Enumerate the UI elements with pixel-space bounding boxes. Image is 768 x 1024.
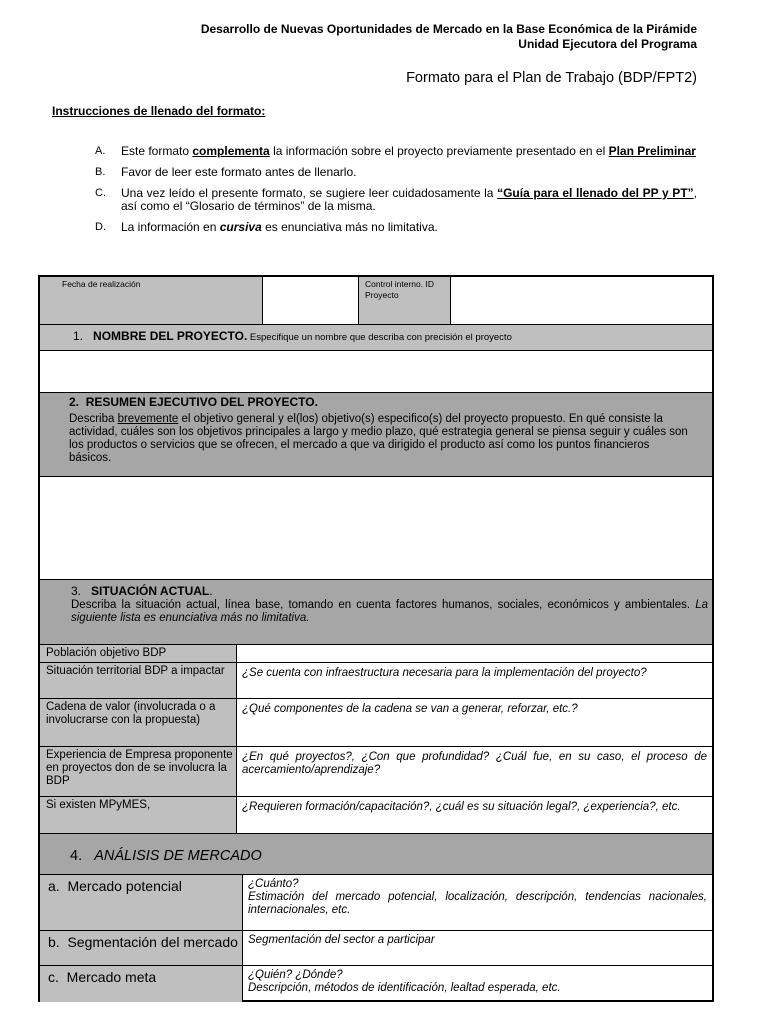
item-letter: B. [95,166,106,178]
table-row [40,797,712,834]
header-program-title: Desarrollo de Nuevas Oportunidades de Mercado en la Base Económica de la Pirámide [200,22,697,36]
row-label: Población objetivo BDP [40,645,236,662]
underlined-text: brevemente [117,413,179,425]
control-id-label: Control interno. ID Proyecto [358,277,450,324]
section-number: 3. [71,584,82,598]
row-label [40,966,242,1002]
item-letter: D. [95,221,106,233]
item-bold-text: Plan Preliminar [608,144,696,158]
section-title: NOMBRE DEL PROYECTO. [93,329,248,343]
value-line: Segmentación del sector a participar [248,934,435,946]
text-span: Describa la situación actual, línea base, tomando en cuenta factores humanos, sociales, económicos y ambientales. [71,599,691,611]
row-label [40,875,242,930]
row-label-text: Segmentación del mercado [67,934,238,950]
section-title: RESUMEN EJECUTIVO DEL PROYECTO. [85,395,318,409]
row-label [40,931,242,965]
row-label-text: Mercado meta [66,969,157,985]
instruction-item-b [95,166,697,179]
instruction-item-d [95,221,697,234]
section-2-header [40,393,712,477]
value-line: Estimación del mercado potencial, localización, descripción, tendencias nacionales, internacionales, etc. [248,891,707,916]
item-text: Una vez leído el presente formato, se sugiere leer cuidadosamente la [121,186,498,200]
format-title: Formato para el Plan de Trabajo (BDP/FPT2) [406,70,697,86]
section-3-header [40,580,712,645]
table-row [40,645,712,663]
row-label-text: Mercado potencial [67,878,182,894]
text-span: el objetivo general y el(los) objetivo(s) especifico(s) del proyecto propuesto. En qué consiste la actividad, cuáles son los objetivos principales a largo y medio plazo, qué estrategia general se piensa seguir y cuáles son los productos o servicios que se ofrecen, el mercado a que va dirigido el producto así como los puntos financieros básicos. [69,413,688,464]
form-header-row [40,277,712,325]
table-row [40,875,712,931]
row-value[interactable] [242,966,712,1002]
table-row [40,966,712,1002]
instruction-item-a [95,145,697,158]
project-form [38,275,714,1002]
project-name-input[interactable] [40,351,712,393]
section-title: SITUACIÓN ACTUAL [91,584,210,598]
row-value[interactable] [236,645,712,662]
section-description: Especifique un nombre que describa con precisión el proyecto [247,332,512,343]
row-value[interactable]: ¿Se cuenta con infraestructura necesaria para la implementación del proyecto? [236,663,712,698]
row-label: Experiencia de Empresa proponente en proyectos don de se involucra la BDP [40,747,236,796]
item-text: , así como el “Glosario de términos” de la misma. [121,186,697,213]
item-letter: C. [95,187,106,199]
value-line: ¿Quién? ¿Dónde? [248,969,343,981]
item-letter: A. [95,145,106,157]
section-title-dot: . [209,584,213,598]
section-4-header [40,834,712,875]
fecha-input[interactable] [262,277,358,324]
control-id-input[interactable] [450,277,712,324]
row-value[interactable] [242,931,712,965]
item-bold-text: complementa [192,144,270,158]
item-text: Este formato [121,144,193,158]
row-letter: c. [48,969,59,985]
italic-text: La siguiente lista es enunciativa más no limitativa. [71,599,708,624]
item-text: la información sobre el proyecto previamente presentado en el [269,144,609,158]
item-italic-text: cursiva [219,220,262,234]
row-label: Cadena de valor (involucrada o a involucrarse con la propuesta) [40,699,236,746]
table-row [40,663,712,699]
table-row [40,699,712,747]
row-value[interactable]: ¿Requieren formación/capacitación?, ¿cuál es su situación legal?, ¿experiencia?, etc. [236,797,712,833]
item-bold-text: “Guía para el llenado del PP y PT” [497,186,694,200]
section-1-header [40,325,712,351]
value-line: Descripción, métodos de identificación, lealtad esperada, etc. [248,982,561,994]
instruction-item-c [95,187,697,213]
row-value[interactable]: ¿En qué proyectos?, ¿Con que profundidad? ¿Cuál fue, en su caso, el proceso de acercamiento/aprendizaje? [236,747,712,796]
value-line: ¿Cuánto? [248,878,299,890]
row-label: Si existen MPyMES, [40,797,236,833]
text-span: Describa [69,413,118,425]
header-unit-title: Unidad Ejecutora del Programa [518,37,697,51]
table-row [40,747,712,797]
row-letter: b. [48,934,60,950]
section-number: 2. [69,395,80,409]
instructions-list [95,145,697,242]
row-letter: a. [48,878,60,894]
table-row [40,931,712,966]
section-title: ANÁLISIS DE MERCADO [94,848,262,864]
fecha-label: Fecha de realización [62,279,141,289]
section-description [40,409,712,465]
item-text: La información en [121,220,220,234]
section-number: 4. [70,848,83,864]
item-text: Favor de leer este formato antes de llenarlo. [121,165,357,179]
row-value[interactable]: ¿Qué componentes de la cadena se van a generar, reforzar, etc.? [236,699,712,746]
section-description [40,598,712,625]
executive-summary-input[interactable] [40,477,712,580]
row-label: Situación territorial BDP a impactar [40,663,236,698]
section-number: 1. [73,329,84,343]
row-value[interactable] [242,875,712,930]
item-text: es enunciativa más no limitativa. [261,220,438,234]
instructions-heading: Instrucciones de llenado del formato: [52,104,266,118]
